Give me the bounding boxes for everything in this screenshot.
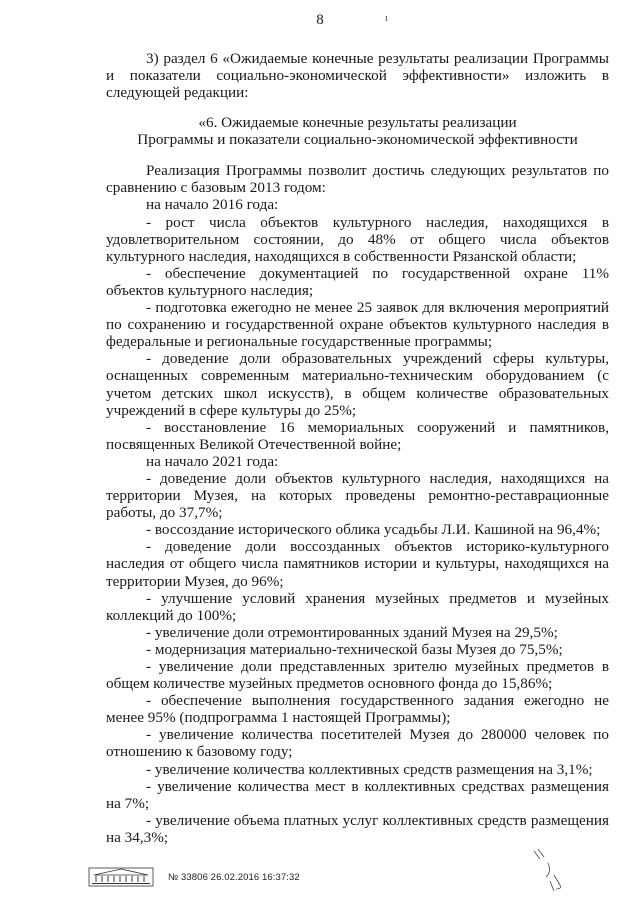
handwritten-mark-icon xyxy=(530,845,570,893)
list-item-2021: - увеличение количества посетителей Музея до 280000 человек по отношению к базовому году; xyxy=(106,726,609,761)
list-item-2021: - воссоздание исторического облика усадьбы Л.И. Кашиной на 96,4%; xyxy=(146,521,601,539)
page-number: 8 xyxy=(316,12,324,28)
list-item-2021: - увеличение количества мест в коллективных средствах размещения на 7%; xyxy=(106,777,609,812)
section-heading-line-2: Программы и показатели социально-экономической эффективности xyxy=(137,131,578,149)
list-item-2021: - обеспечение выполнения государственного задания ежегодно не менее 95% (подпрограмма 1 настоящей Программы); xyxy=(106,692,609,727)
list-item-2021: - увеличение количества коллективных средств размещения на 3,1%; xyxy=(146,760,593,778)
list-item-2016: - обеспечение документацией по государственной охране 11% объектов культурного наследия; xyxy=(106,264,609,299)
list-item-2021: - модернизация материально-технической базы Музея до 75,5%; xyxy=(146,640,563,658)
list-item-2021: - увеличение объема платных услуг коллективных средств размещения на 34,3%; xyxy=(106,811,609,846)
period-2016-label: на начало 2016 года: xyxy=(146,196,279,214)
period-2021-label: на начало 2021 года: xyxy=(146,452,279,470)
list-item-2021: - доведение доли воссозданных объектов историко-культурного наследия от общего числа памятников истории и культуры, находящихся на территории Музея, до 96%; xyxy=(106,538,609,590)
lead-paragraph: Реализация Программы позволит достичь следующих результатов по сравнению с базовым 2013 годом: xyxy=(106,162,609,197)
list-item-2021: - увеличение доли представленных зрителю музейных предметов в общем количестве музейных предметов основного фонда до 15,86%; xyxy=(106,658,609,693)
document-body xyxy=(106,50,609,846)
list-item-2016: - восстановление 16 мемориальных сооружений и памятников, посвященных Великой Отечественной войне; xyxy=(106,418,609,453)
list-item-2016: - подготовка ежегодно не менее 25 заявок для включения мероприятий по сохранению и государственной охране объектов культурного наследия в федеральные и региональные государственные программы; xyxy=(106,299,609,351)
document-footer xyxy=(88,866,300,888)
list-item-2021: - увеличение доли отремонтированных зданий Музея на 29,5%; xyxy=(146,623,558,641)
list-item-2021: - доведение доли объектов культурного наследия, находящихся на территории Музея, на которых проведены ремонтно-реставрационные работы, до 37,7%; xyxy=(106,469,609,522)
section-heading-line-1: «6. Ожидаемые конечные результаты реализации xyxy=(198,114,517,132)
list-item-2021: - улучшение условий хранения музейных предметов и музейных коллекций до 100%; xyxy=(106,589,609,624)
margin-tick-mark: ı xyxy=(385,12,389,24)
document-registration-stamp: № 33806 26.02.2016 16:37:32 xyxy=(168,871,300,883)
intro-paragraph: 3) раздел 6 «Ожидаемые конечные результаты реализации Программы и показатели социально-экономической эффективности» изложить в следующей редакции: xyxy=(106,50,609,102)
list-item-2016: - доведение доли образовательных учреждений сферы культуры, оснащенных современным материально-техническим оборудованием (с учетом детских школ искусств), в общем количестве образовательных учреждений в сфере культуры до 25%; xyxy=(106,350,609,419)
government-building-stamp-icon xyxy=(88,867,154,887)
section-heading xyxy=(106,114,609,148)
list-item-2016: - рост числа объектов культурного наследия, находящихся в удовлетворительном состоянии, до 48% от общего числа объектов культурного наследия, находящихся в собственности Рязанской области; xyxy=(106,213,609,265)
